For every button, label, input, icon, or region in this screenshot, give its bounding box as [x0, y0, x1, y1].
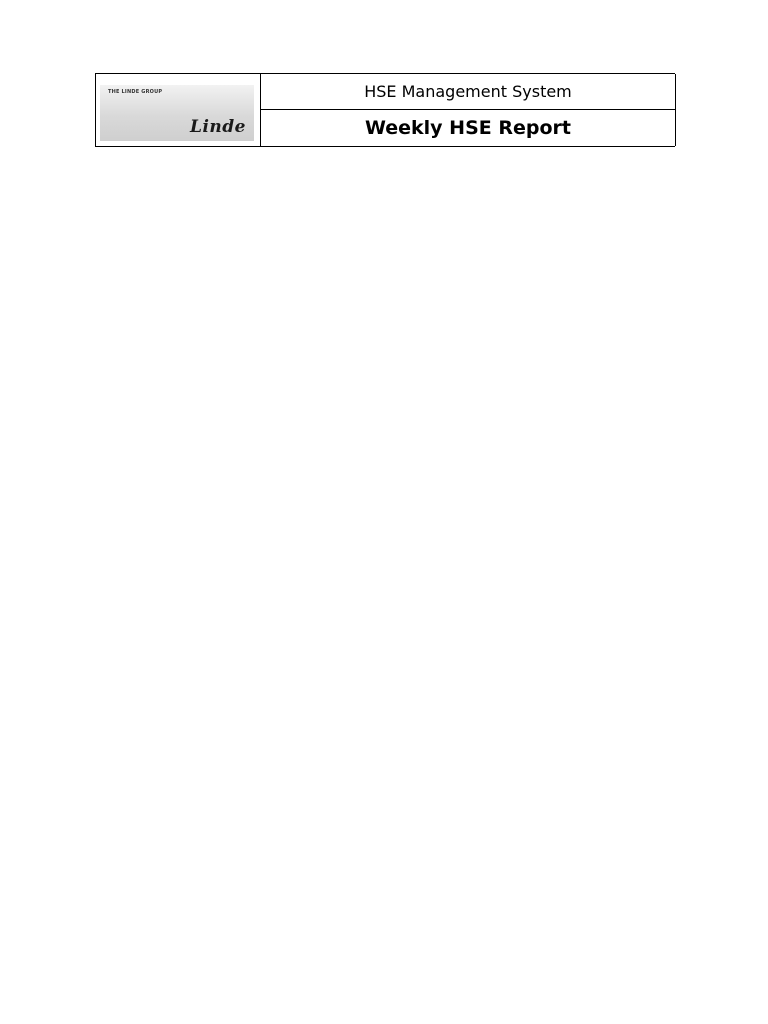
- logo-cell: [96, 74, 261, 146]
- logo-group-text: THE LINDE GROUP: [108, 89, 163, 95]
- logo-wordmark: Linde: [190, 117, 246, 137]
- document-title: HSE Management System: [261, 74, 676, 110]
- linde-logo: [100, 85, 254, 141]
- document-subtitle: Weekly HSE Report: [261, 110, 676, 146]
- header-table: [95, 73, 675, 147]
